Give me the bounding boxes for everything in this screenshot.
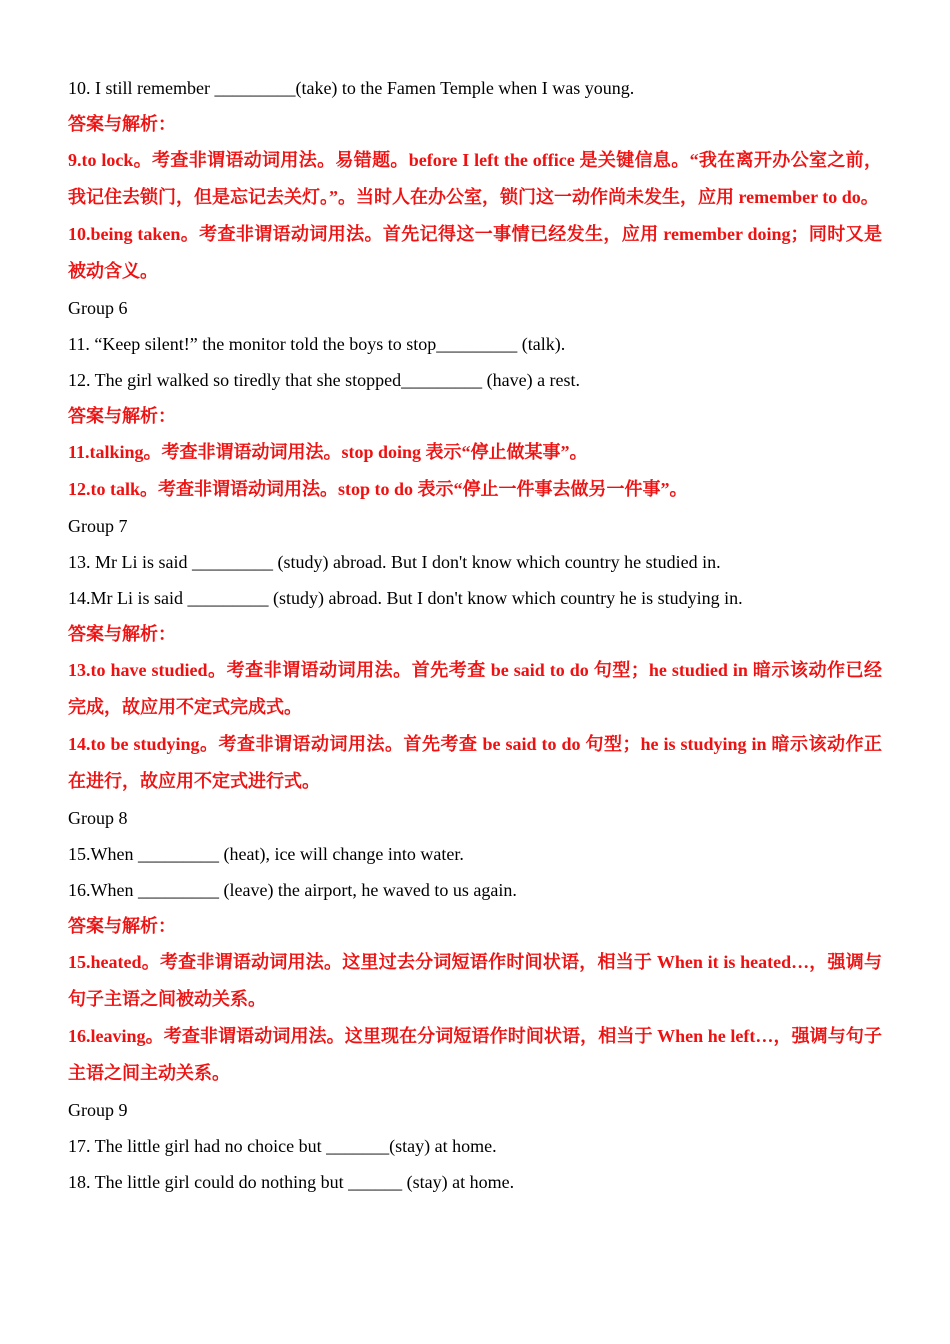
question-16: 16.When _________ (leave) the airport, he waved to us again. bbox=[68, 880, 517, 900]
group-heading: Group 8 bbox=[68, 808, 128, 828]
answer-9: 9.to lock。考查非谓语动词用法。易错题。before I left the office 是关键信息。“我在离开办公室之前，我记住去锁门，但是忘记去关灯。”。当时人在办公室，锁门这一动作尚未发生，应用 remember to do。 bbox=[68, 150, 882, 207]
question-10: 10. I still remember _________(take) to the Famen Temple when I was young. bbox=[68, 78, 635, 98]
answer-13: 13.to have studied。考查非谓语动词用法。首先考查 be said to do 句型；he studied in 暗示该动作已经完成，故应用不定式完成式。 bbox=[68, 660, 882, 717]
question-17: 17. The little girl had no choice but _______(stay) at home. bbox=[68, 1136, 497, 1156]
question-18: 18. The little girl could do nothing but ______ (stay) at home. bbox=[68, 1172, 515, 1192]
answer-label: 答案与解析： bbox=[68, 114, 176, 134]
answer-12: 12.to talk。考查非谓语动词用法。stop to do 表示“停止一件事去做另一件事”。 bbox=[68, 479, 688, 499]
answer-label: 答案与解析： bbox=[68, 916, 176, 936]
answer-14: 14.to be studying。考查非谓语动词用法。首先考查 be said to do 句型；he is studying in 暗示该动作正在进行，故应用不定式进行式。 bbox=[68, 734, 882, 791]
answer-label: 答案与解析： bbox=[68, 624, 176, 644]
answer-15: 15.heated。考查非谓语动词用法。这里过去分词短语作时间状语，相当于 When it is heated…，强调与句子主语之间被动关系。 bbox=[68, 952, 882, 1009]
group-heading: Group 6 bbox=[68, 298, 128, 318]
question-12: 12. The girl walked so tiredly that she stopped_________ (have) a rest. bbox=[68, 370, 581, 390]
answer-label: 答案与解析： bbox=[68, 406, 176, 426]
group-heading: Group 7 bbox=[68, 516, 128, 536]
answer-11: 11.talking。考查非谓语动词用法。stop doing 表示“停止做某事”。 bbox=[68, 442, 588, 462]
question-13: 13. Mr Li is said _________ (study) abroad. But I don't know which country he studied in. bbox=[68, 552, 721, 572]
answer-10: 10.being taken。考查非谓语动词用法。首先记得这一事情已经发生，应用 remember doing；同时又是被动含义。 bbox=[68, 224, 882, 281]
question-11: 11. “Keep silent!” the monitor told the boys to stop_________ (talk). bbox=[68, 334, 566, 354]
question-15: 15.When _________ (heat), ice will change into water. bbox=[68, 844, 464, 864]
group-heading: Group 9 bbox=[68, 1100, 128, 1120]
answer-16: 16.leaving。考查非谓语动词用法。这里现在分词短语作时间状语，相当于 When he left…，强调与句子主语之间主动关系。 bbox=[68, 1026, 882, 1083]
question-14: 14.Mr Li is said _________ (study) abroad. But I don't know which country he is studying in. bbox=[68, 588, 743, 608]
document-content bbox=[68, 70, 882, 1200]
